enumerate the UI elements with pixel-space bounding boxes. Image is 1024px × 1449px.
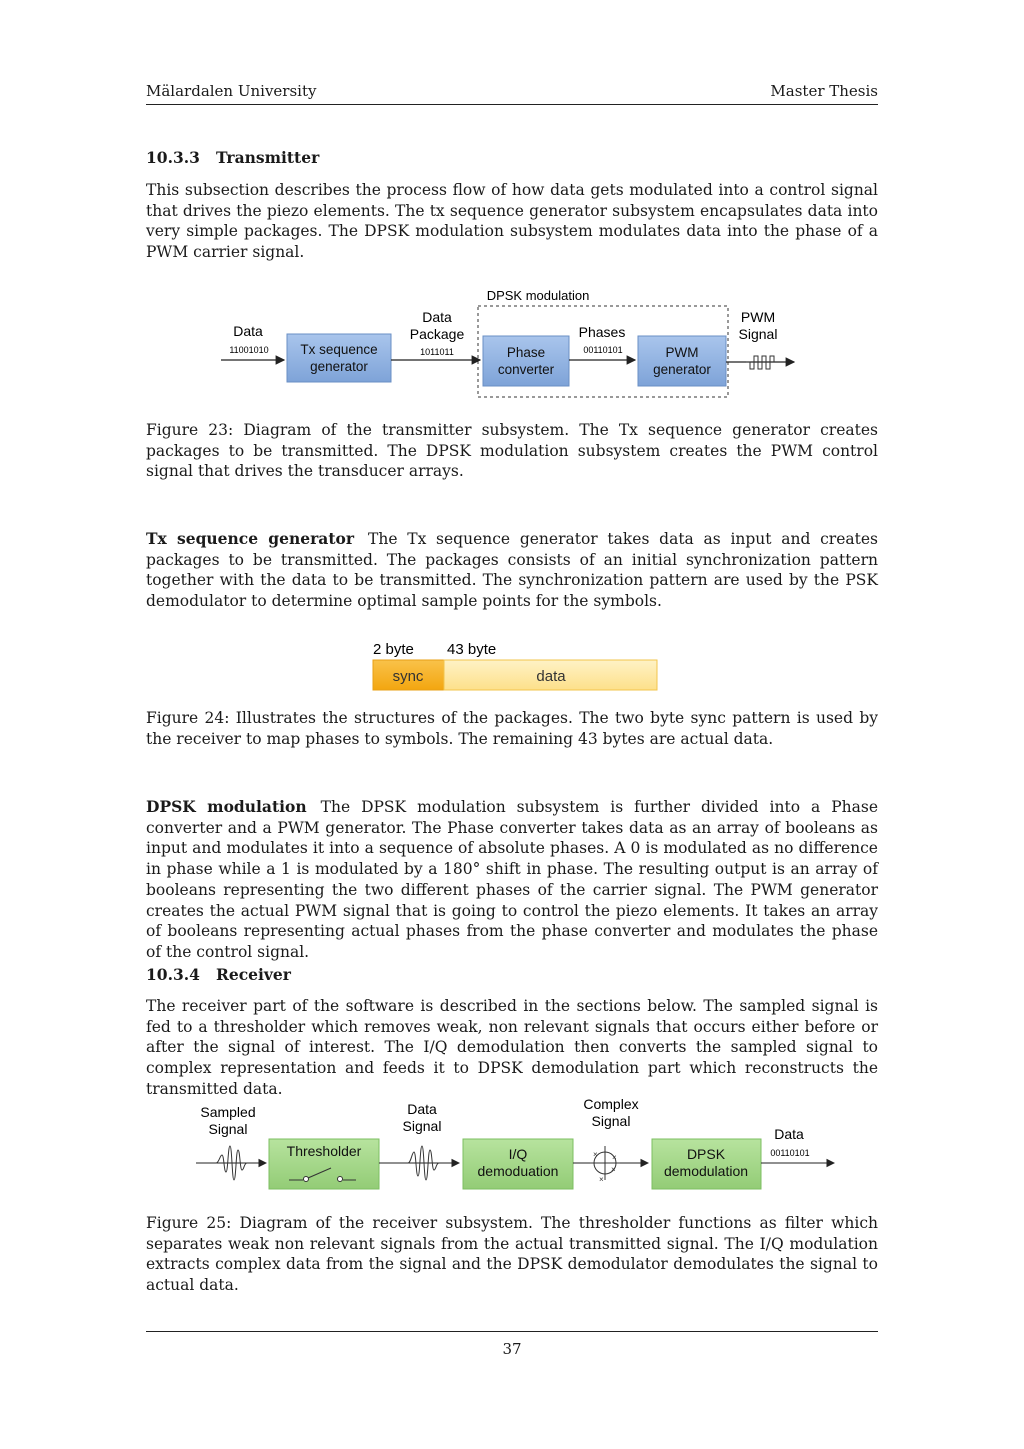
complex-signal-label-2: Signal	[591, 1113, 631, 1129]
pwm-generator-label-2: generator	[653, 362, 711, 377]
footer-rule	[146, 1331, 878, 1332]
pwm-signal-label-2: Signal	[738, 326, 778, 342]
output-data-label: Data	[774, 1126, 804, 1142]
page-number: 37	[502, 1340, 522, 1358]
dpsk-demodulation-label-1: DPSK	[686, 1146, 726, 1162]
section-number: 10.3.3	[146, 148, 200, 167]
dpsk-modulation-label: DPSK modulation	[486, 288, 590, 303]
header-left: Mälardalen University	[146, 82, 317, 100]
section-number: 10.3.4	[146, 965, 200, 984]
figure-24-diagram	[0, 636, 1024, 696]
pwm-signal-label-1: PWM	[740, 309, 776, 325]
section-title: Transmitter	[216, 148, 320, 167]
paragraph-body: The Tx sequence generator takes data as input and creates packages to be transmitted. The packages consists of an initial synchronization pattern together with the data to be transmitted. The synchronization pattern are used by the PSK demodulator to determine optimal sample points for the symbols.	[146, 530, 878, 611]
svg-text:×: ×	[612, 1153, 617, 1162]
phase-converter-box	[483, 336, 569, 386]
dpsk-demodulation-label-2: demodulation	[663, 1163, 749, 1179]
data-signal-label-1: Data	[407, 1101, 437, 1117]
pwm-generator-label-1: PWM	[665, 345, 699, 360]
tx-sequence-generator-label-2: generator	[310, 359, 368, 374]
paragraph-run-in-title: DPSK modulation	[146, 797, 307, 816]
running-head	[146, 82, 878, 105]
data-field-label: data	[536, 668, 566, 685]
iq-demodulation-label-2: demoduation	[477, 1163, 559, 1179]
data-signal-label-2: Signal	[402, 1118, 442, 1134]
complex-signal-label-1: Complex	[583, 1096, 639, 1112]
figure-23-caption: Figure 23: Diagram of the transmitter subsystem. The Tx sequence generator creates packages to be transmitted. The DPSK modulation subsystem creates the PWM control signal that drives the transducer arrays.	[146, 421, 878, 481]
data-package-bits: 1011011	[420, 347, 454, 357]
paragraph-receiver-intro: The receiver part of the software is described in the sections below. The sampled signal is fed to a thresholder which removes weak, non relevant signals that occurs either before or after the signal of interest. The I/Q demodulation then converts the sampled signal to complex representation and feeds it to DPSK demodulation part which reconstructs the transmitted data.	[146, 997, 878, 1098]
sync-size-label: 2 byte	[373, 641, 414, 658]
phases-bits: 00110101	[583, 345, 623, 355]
paragraph-dpsk-modulation	[146, 797, 878, 963]
thresholder-label: Thresholder	[286, 1143, 362, 1159]
pwm-generator-box	[638, 336, 726, 386]
phase-converter-label-2: converter	[497, 362, 555, 377]
data-size-label: 43 byte	[447, 641, 497, 658]
section-heading-transmitter	[146, 148, 319, 167]
svg-text:×: ×	[593, 1150, 598, 1159]
sampled-signal-label-1: Sampled	[200, 1104, 256, 1120]
paragraph-transmitter-intro: This subsection describes the process flow of how data gets modulated into a control signal that drives the piezo elements. The tx sequence generator subsystem encapsulates data into very simple packages. The DPSK modulation subsystem modulates data into the phase of a PWM carrier signal.	[146, 181, 878, 262]
data-input-label: Data	[233, 323, 263, 339]
phases-label: Phases	[578, 324, 626, 340]
section-title: Receiver	[216, 965, 291, 984]
constellation-icon	[590, 1146, 620, 1184]
data-package-label-1: Data	[422, 309, 452, 325]
data-package-label-2: Package	[409, 326, 465, 342]
figure-23-diagram	[0, 285, 1024, 415]
output-data-bits: 00110101	[770, 1148, 810, 1158]
data-input-bits: 11001010	[229, 345, 269, 355]
iq-demodulation-label-1: I/Q	[508, 1146, 528, 1162]
figure-25-diagram	[0, 1094, 1024, 1194]
paragraph-body: The DPSK modulation subsystem is further divided into a Phase converter and a PWM generator. The Phase converter takes data as an array of booleans as input and modulates it into a sequence of absolute phases. A 0 is modulated as no difference in phase while a 1 is modulated by a 180° shift in phase. The resulting output is an array of booleans representing the two different phases of the carrier signal. The PWM generator creates the actual PWM signal that is going to control the piezo elements. It takes an array of booleans representing actual phases from the phase converter and modulates the phase of the control signal.	[146, 798, 878, 961]
figure-25-caption: Figure 25: Diagram of the receiver subsystem. The thresholder functions as filter which separates weak non relevant signals from the actual transmitted signal. The I/Q modulation extracts complex data from the signal and the DPSK demodulator demodulates the signal to actual data.	[146, 1214, 878, 1295]
paragraph-run-in-title: Tx sequence generator	[146, 529, 355, 548]
svg-text:×: ×	[611, 1165, 616, 1174]
figure-24-caption: Figure 24: Illustrates the structures of the packages. The two byte sync pattern is used by the receiver to map phases to symbols. The remaining 43 bytes are actual data.	[146, 709, 878, 748]
section-heading-receiver	[146, 965, 291, 984]
svg-text:×: ×	[599, 1175, 604, 1184]
phase-converter-label-1: Phase	[506, 345, 546, 360]
sync-field-label: sync	[392, 668, 424, 685]
paragraph-tx-sequence-generator	[146, 529, 878, 612]
sampled-signal-label-2: Signal	[208, 1121, 248, 1137]
header-right: Master Thesis	[770, 82, 878, 100]
tx-sequence-generator-label-1: Tx sequence	[300, 342, 378, 357]
